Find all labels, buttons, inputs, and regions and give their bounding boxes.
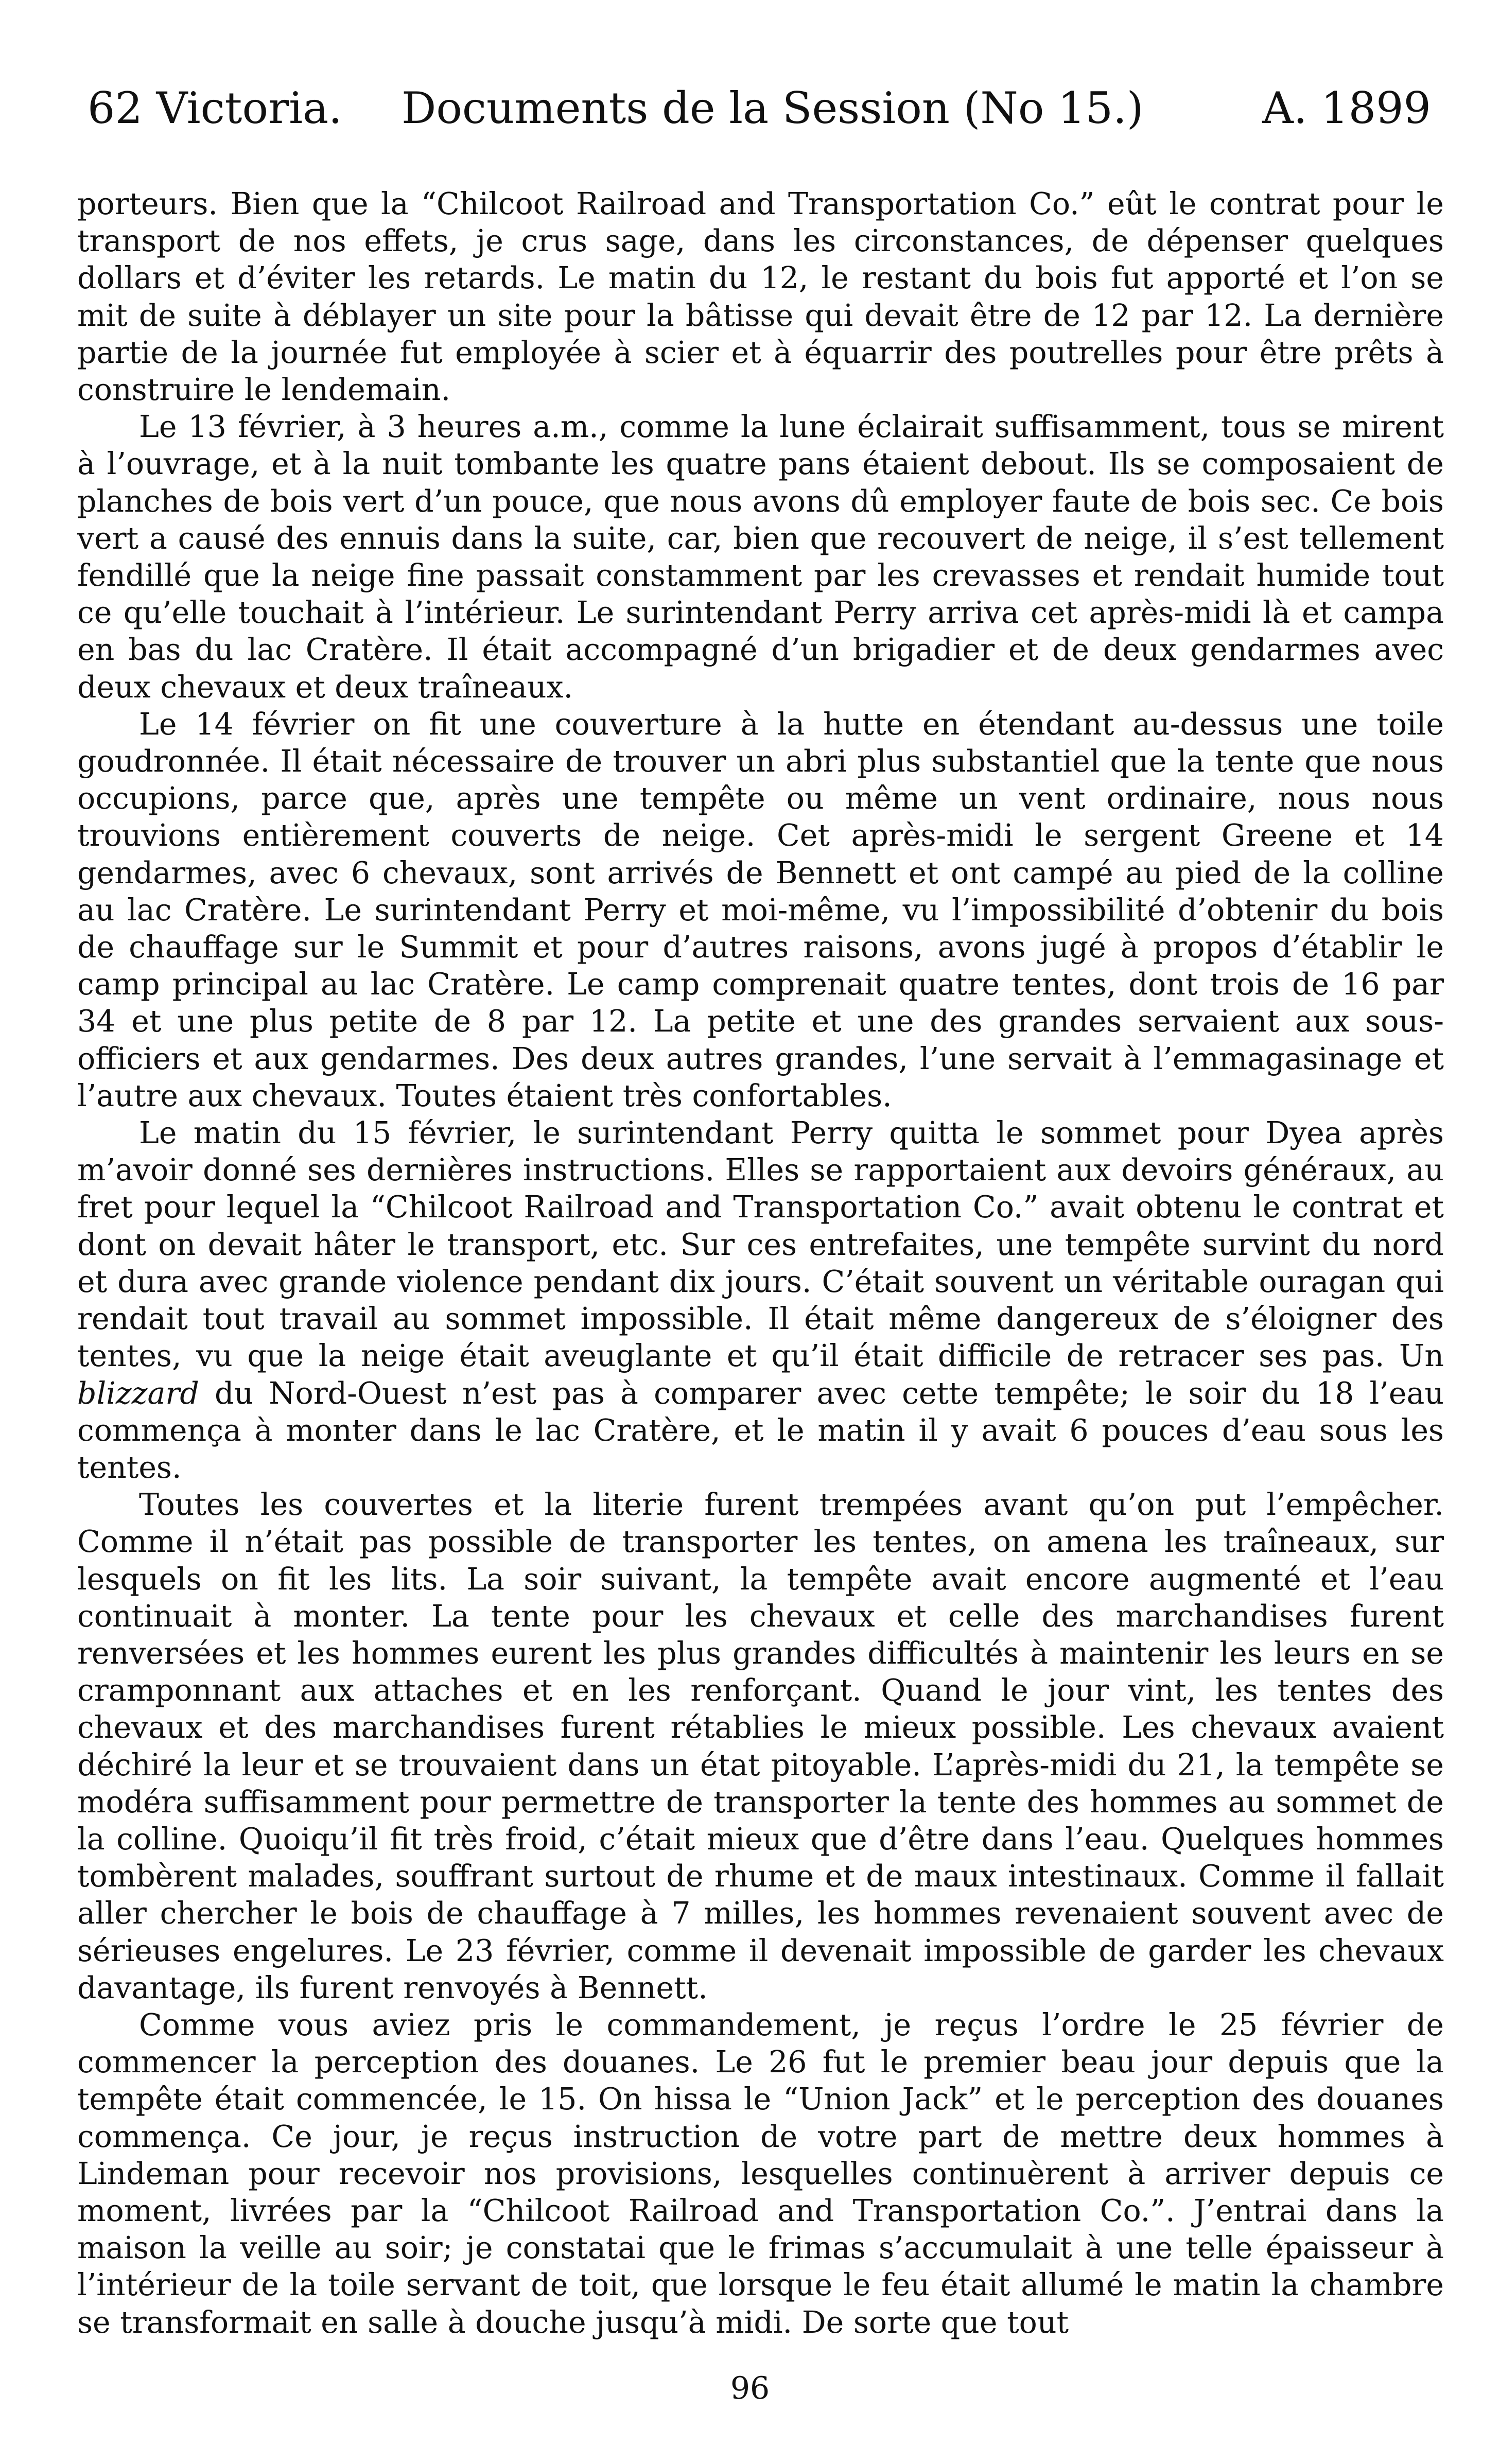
paragraph <box>77 2006 1444 2341</box>
header-title: Documents de la Session (No 15.) <box>402 83 1144 133</box>
paragraph <box>77 1486 1444 2006</box>
header-year: A. 1899 <box>1262 83 1431 133</box>
paragraph <box>77 706 1444 1114</box>
paragraph <box>77 185 1444 408</box>
paragraph-text: Le 14 février on fit une couverture à la hutte en étendant au-dessus une toile goudronnée. Il était nécessaire de trouver un abri plus substantiel que la tente que nous occupions, parce que, après une tempête ou même un vent ordinaire, nous nous trouvions entièrement couverts de neige. Cet après-midi le sergent Greene et 14 gendarmes, avec 6 chevaux, sont arrivés de Bennett et ont campé au pied de la colline au lac Cratère. Le surintendant Perry et moi-même, vu l’impossibilité d’obtenir du bois de chauffage sur le Summit et pour d’autres raisons, avons jugé à propos d’établir le camp principal au lac Cratère. Le camp comprenait quatre tentes, dont trois de 16 par 34 et une plus petite de 8 par 12. La petite et une des grandes servaient aux sous-officiers et aux gendarmes. Des deux autres grandes, l’une servait à l’emmagasinage et l’autre aux chevaux. Toutes étaient très confortables. <box>77 706 1444 1113</box>
paragraph-text: porteurs. Bien que la “Chilcoot Railroad and Transportation Co.” eût le contrat pour le transport de nos effets, je crus sage, dans les circonstances, de dépenser quelques dollars et d’éviter les retards. Le matin du 12, le restant du bois fut apporté et l’on se mit de suite à déblayer un site pour la bâtisse qui devait être de 12 par 12. La dernière partie de la journée fut employée à scier et à équarrir des poutrelles pour être prêts à construire le lendemain. <box>77 186 1444 408</box>
page-footer <box>0 2368 1500 2409</box>
paragraph-text: Le 13 février, à 3 heures a.m., comme la lune éclairait suffisamment, tous se mirent à l’ouvrage, et à la nuit tombante les quatre pans étaient debout. Ils se composaient de planches de bois vert d’un pouce, que nous avons dû employer faute de bois sec. Ce bois vert a causé des ennuis dans la suite, car, bien que recouvert de neige, il s’est tellement fendillé que la neige fine passait constamment par les crevasses et rendait humide tout ce qu’elle touchait à l’intérieur. Le surintendant Perry arriva cet après-midi là et campa en bas du lac Cratère. Il était accompagné d’un brigadier et de deux gendarmes avec deux chevaux et deux traîneaux. <box>77 409 1444 705</box>
paragraph <box>77 408 1444 706</box>
page-header <box>72 77 1441 139</box>
paragraph <box>77 1114 1444 1486</box>
paragraph-text: Comme vous aviez pris le commandement, je reçus l’ordre le 25 février de commencer la perception des douanes. Le 26 fut le premier beau jour depuis que la tempête était commencée, le 15. On hissa le “Union Jack” et le perception des douanes commença. Ce jour, je reçus instruction de votre part de mettre deux hommes à Lindeman pour recevoir nos provisions, lesquelles continuèrent à arriver depuis ce moment, livrées par la “Chilcoot Railroad and Transportation Co.”. J’entrai dans la maison la veille au soir; je constatai que le frimas s’accumulait à une telle épaisseur à l’intérieur de la toile servant de toit, que lorsque le feu était allumé le matin la chambre se transformait en salle à douche jusqu’à midi. De sorte que tout <box>77 2007 1444 2340</box>
header-session: 62 Victoria. <box>88 83 342 133</box>
paragraph-text: Toutes les couvertes et la literie furent trempées avant qu’on put l’empêcher. Comme il n’était pas possible de transporter les tentes, on amena les traîneaux, sur lesquels on fit les lits. La soir suivant, la tempête avait encore augmenté et l’eau continuait à monter. La tente pour les chevaux et celle des marchandises furent renversées et les hommes eurent les plus grandes difficultés à maintenir les leurs en se cramponnant aux attaches et en les renforçant. Quand le jour vint, les tentes des chevaux et des marchandises furent rétablies le mieux possible. Les chevaux avaient déchiré la leur et se trouvaient dans un état pitoyable. L’après-midi du 21, la tempête se modéra suffisamment pour permettre de transporter la tente des hommes au sommet de la colline. Quoiqu’il fit très froid, c’était mieux que d’être dans l’eau. Quelques hommes tombèrent malades, souffrant surtout de rhume et de maux intestinaux. Comme il fallait aller chercher le bois de chauffage à 7 milles, les hommes revenaient souvent avec de sérieuses engelures. Le 23 février, comme il devenait impossible de garder les chevaux davantage, ils furent renvoyés à Bennett. <box>77 1487 1444 2005</box>
body-text <box>77 185 1444 2341</box>
paragraph-text: du Nord-Ouest n’est pas à comparer avec cette tempête; le soir du 18 l’eau commença à monter dans le lac Cratère, et le matin il y avait 6 pouces d’eau sous les tentes. <box>77 1375 1444 1485</box>
page-number: 96 <box>730 2370 770 2406</box>
paragraph-text: Le matin du 15 février, le surintendant Perry quitta le sommet pour Dyea après m’avoir donné ses dernières instructions. Elles se rapportaient aux devoirs généraux, au fret pour lequel la “Chilcoot Railroad and Transportation Co.” avait obtenu le contrat et dont on devait hâter le transport, etc. Sur ces entrefaites, une tempête survint du nord et dura avec grande violence pendant dix jours. C’était souvent un véritable ouragan qui rendait tout travail au sommet impossible. Il était même dangereux de s’éloigner des tentes, vu que la neige était aveuglante et qu’il était difficile de retracer ses pas. Un <box>77 1115 1444 1374</box>
italic-word: blizzard <box>77 1375 199 1411</box>
